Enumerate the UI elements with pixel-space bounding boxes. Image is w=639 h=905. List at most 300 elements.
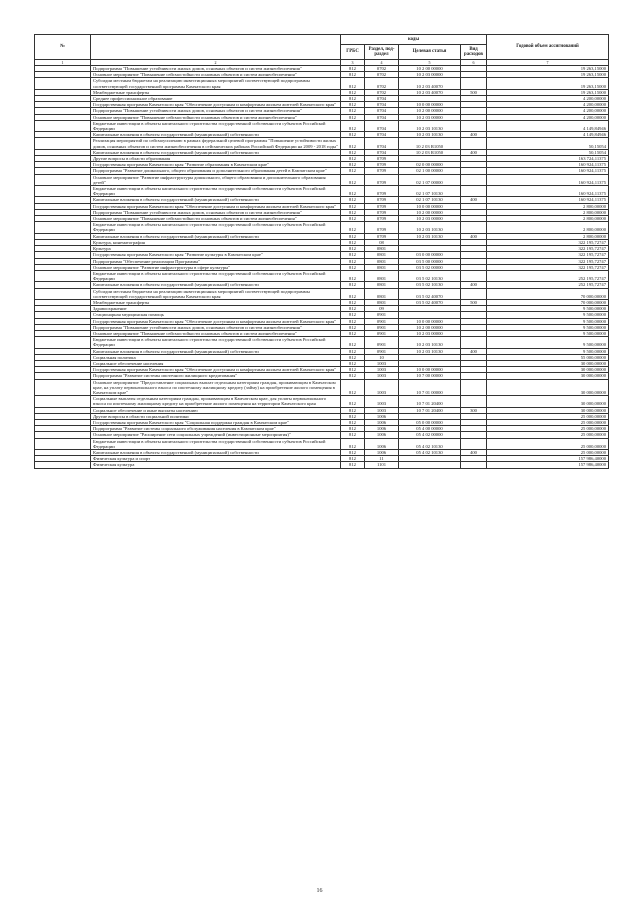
row-razdel-cell: 1101 <box>365 462 399 468</box>
row-grbs-cell: 812 <box>341 114 365 120</box>
row-name-cell: Культура, кинематография <box>91 239 341 245</box>
row-vid-cell: 400 <box>461 233 487 239</box>
row-sum-cell: 19 263,15000 <box>487 89 609 95</box>
row-razdel-cell: 0704 <box>365 149 399 155</box>
row-razdel-cell: 0704 <box>365 96 399 102</box>
row-grbs-cell: 812 <box>341 216 365 222</box>
row-razdel-cell: 0709 <box>365 233 399 239</box>
row-razdel-cell: 1006 <box>365 419 399 425</box>
row-razdel-cell: 0709 <box>365 197 399 203</box>
row-name-cell: Подпрограмма "Развитие системы ипотечного жилищного кредитования" <box>91 373 341 379</box>
row-name-cell: Капитальные вложения в объекты государственной (муниципальной) собственности <box>91 149 341 155</box>
row-razdel-cell: 0709 <box>365 168 399 174</box>
row-tsel-cell: 10 7 01 00000 <box>399 379 461 396</box>
row-name-cell: Другие вопросы в области образования <box>91 156 341 162</box>
column-index: 4 <box>365 60 399 66</box>
row-num-cell <box>35 438 91 449</box>
row-name-cell: Бюджетные инвестиции в объекты капитального строительства государственной собственности субъектов Российской Федерации <box>91 438 341 449</box>
row-sum-cell: 4 200,00000 <box>487 108 609 114</box>
row-razdel-cell: 0702 <box>365 78 399 89</box>
row-grbs-cell: 812 <box>341 318 365 324</box>
row-name-cell: Культура <box>91 246 341 252</box>
row-vid-cell <box>461 337 487 348</box>
row-name-cell: Основное мероприятие "Развитие инфраструктуры в сфере культуры" <box>91 264 341 270</box>
row-sum-cell: 252 195,72747 <box>487 270 609 281</box>
row-sum-cell: 30 000,00000 <box>487 367 609 373</box>
row-razdel-cell: 0709 <box>365 162 399 168</box>
row-razdel-cell: 1006 <box>365 432 399 438</box>
row-name-cell: Государственная программа Камчатского края "Обеспечение доступным и комфортным жильем жителей Камчатского края" <box>91 203 341 209</box>
row-sum-cell: 30 000,00000 <box>487 379 609 396</box>
row-grbs-cell: 812 <box>341 89 365 95</box>
row-razdel-cell: 0704 <box>365 114 399 120</box>
row-grbs-cell: 812 <box>341 102 365 108</box>
row-vid-cell <box>461 186 487 197</box>
row-razdel-cell: 0704 <box>365 132 399 138</box>
row-tsel-cell: 10 2 03 10130 <box>399 120 461 131</box>
header-name <box>91 35 341 60</box>
row-razdel-cell: 0901 <box>365 348 399 354</box>
row-grbs-cell: 812 <box>341 306 365 312</box>
row-grbs-cell: 812 <box>341 373 365 379</box>
row-num-cell <box>35 337 91 348</box>
row-razdel-cell: 0709 <box>365 203 399 209</box>
row-grbs-cell: 812 <box>341 132 365 138</box>
header-razdel: Раздел, под-раздел <box>365 45 399 60</box>
table-body <box>35 66 609 469</box>
row-name-cell: Основное мероприятие "Развитие инфраструктуры дошкольного, общего образования и дополнительного образования детей" <box>91 174 341 185</box>
row-sum-cell: 2 800,00000 <box>487 222 609 233</box>
row-name-cell: Государственная программа Камчатского края "Развитие культуры в Камчатском крае" <box>91 252 341 258</box>
row-sum-cell: 19 263,15000 <box>487 66 609 72</box>
row-razdel-cell: 0704 <box>365 108 399 114</box>
row-tsel-cell: 10 2 03 00000 <box>399 114 461 120</box>
row-name-cell: Бюджетные инвестиции в объекты капитального строительства государственной собственности субъектов Российской Федерации <box>91 186 341 197</box>
row-sum-cell: 25 000,00000 <box>487 413 609 419</box>
row-grbs-cell: 812 <box>341 360 365 366</box>
row-razdel-cell: 0901 <box>365 330 399 336</box>
row-name-cell: Подпрограмма "Повышение устойчивости жилых домов, основных объектов и систем жизнеобеспечения" <box>91 324 341 330</box>
row-grbs-cell: 812 <box>341 168 365 174</box>
row-grbs-cell: 812 <box>341 209 365 215</box>
row-sum-cell: 9 500,00000 <box>487 312 609 318</box>
row-name-cell: Капитальные вложения в объекты государственной (муниципальной) собственности <box>91 282 341 288</box>
row-tsel-cell: 10 2 03 10130 <box>399 348 461 354</box>
row-num-cell <box>35 270 91 281</box>
row-name-cell: Капитальные вложения в объекты государственной (муниципальной) собственности <box>91 132 341 138</box>
row-tsel-cell: 10 0 00 00000 <box>399 203 461 209</box>
row-razdel-cell: 1003 <box>365 379 399 396</box>
row-name-cell: Основное мероприятие "Предоставление социальных выплат отдельным категориям граждан, проживающим в Камчатском крае, на уплату первоначального взноса по ипотечному жилищному кредиту (займу) на приобретение жилого помещения в Камчатском крае" <box>91 379 341 396</box>
row-sum-cell: 9 500,00000 <box>487 330 609 336</box>
row-razdel-cell: 0702 <box>365 72 399 78</box>
row-num-cell <box>35 288 91 299</box>
row-grbs-cell: 812 <box>341 78 365 89</box>
row-name-cell: Субсидии местным бюджетам на реализацию инвестиционных мероприятий соответствующей подпрограммы соответствующей государственной программы Камчатского края <box>91 288 341 299</box>
row-sum-cell: 322 195,72747 <box>487 264 609 270</box>
row-grbs-cell: 812 <box>341 288 365 299</box>
table-row <box>35 337 609 348</box>
row-razdel-cell: 11 <box>365 456 399 462</box>
row-grbs-cell: 812 <box>341 252 365 258</box>
row-name-cell: Реализация мероприятий по сейсмоусилению в рамках федеральной целевой программы "Повышение устойчивости жилых домов, основных объектов и систем жизнеобеспечения в сейсмических районах Российской Федерации на 2009 - 2018 годы" <box>91 138 341 149</box>
row-name-cell: Капитальные вложения в объекты государственной (муниципальной) собственности <box>91 197 341 203</box>
row-vid-cell <box>461 438 487 449</box>
row-sum-cell: 4 200,00000 <box>487 114 609 120</box>
row-sum-cell: 160 924,11375 <box>487 186 609 197</box>
row-vid-cell: 400 <box>461 132 487 138</box>
row-sum-cell: 9 500,00000 <box>487 337 609 348</box>
row-grbs-cell: 812 <box>341 438 365 449</box>
row-grbs-cell: 812 <box>341 462 365 468</box>
column-index: 5 <box>399 60 461 66</box>
row-tsel-cell: 10 0 00 00000 <box>399 367 461 373</box>
row-name-cell: Подпрограмма "Повышение устойчивости жилых домов, основных объектов и систем жизнеобеспечения" <box>91 209 341 215</box>
row-sum-cell: 30 000,00000 <box>487 407 609 413</box>
row-name-cell: Подпрограмма "Развитие системы социального обслуживания населения в Камчатском крае" <box>91 426 341 432</box>
row-sum-cell: 70 000,00000 <box>487 299 609 305</box>
row-razdel-cell: 0901 <box>365 324 399 330</box>
row-razdel-cell: 1006 <box>365 426 399 432</box>
row-name-cell: Государственная программа Камчатского края "Обеспечение доступным и комфортным жильем жителей Камчатского края" <box>91 318 341 324</box>
row-sum-cell: 160 924,11375 <box>487 197 609 203</box>
row-grbs-cell: 812 <box>341 246 365 252</box>
row-sum-cell: 25 000,00000 <box>487 432 609 438</box>
row-sum-cell: 25 000,00000 <box>487 426 609 432</box>
row-tsel-cell: 10 2 03 10130 <box>399 337 461 348</box>
row-grbs-cell: 812 <box>341 222 365 233</box>
row-sum-cell: 252 195,72747 <box>487 282 609 288</box>
header-tsel: Целевая статья <box>399 45 461 60</box>
row-grbs-cell: 812 <box>341 330 365 336</box>
row-tsel-cell: 03 5 00 00000 <box>399 258 461 264</box>
row-razdel-cell: 0702 <box>365 89 399 95</box>
row-sum-cell: 9 500,00000 <box>487 348 609 354</box>
row-grbs-cell: 812 <box>341 312 365 318</box>
row-tsel-cell: 02 1 00 00000 <box>399 168 461 174</box>
row-razdel-cell: 0801 <box>365 246 399 252</box>
table-row <box>35 186 609 197</box>
row-name-cell: Государственная программа Камчатского края "Обеспечение доступным и комфортным жильем жителей Камчатского края" <box>91 102 341 108</box>
row-tsel-cell: 10 2 03 R1050 <box>399 138 461 149</box>
row-grbs-cell: 812 <box>341 379 365 396</box>
row-tsel-cell: 05 4 00 00000 <box>399 426 461 432</box>
row-grbs-cell: 812 <box>341 337 365 348</box>
table-row <box>35 78 609 89</box>
row-grbs-cell: 812 <box>341 354 365 360</box>
row-grbs-cell: 812 <box>341 407 365 413</box>
row-vid-cell <box>461 270 487 281</box>
column-index: 6 <box>461 60 487 66</box>
row-vid-cell <box>461 222 487 233</box>
row-vid-cell: 400 <box>461 450 487 456</box>
row-sum-cell: 2 800,00000 <box>487 209 609 215</box>
row-grbs-cell: 812 <box>341 186 365 197</box>
row-sum-cell: 19 263,15000 <box>487 72 609 78</box>
row-name-cell: Подпрограмма "Развитие дошкольного, общего образования и дополнительного образования детей в Камчатском крае" <box>91 168 341 174</box>
row-grbs-cell: 812 <box>341 120 365 131</box>
row-grbs-cell: 812 <box>341 264 365 270</box>
row-grbs-cell: 812 <box>341 239 365 245</box>
row-name-cell: Бюджетные инвестиции в объекты капитального строительства государственной собственности субъектов Российской Федерации <box>91 222 341 233</box>
row-tsel-cell: 10 0 00 00000 <box>399 318 461 324</box>
row-razdel-cell: 0709 <box>365 186 399 197</box>
column-index: 7 <box>487 60 609 66</box>
row-name-cell: Субсидии местным бюджетам на реализацию инвестиционных мероприятий соответствующей подпрограммы соответствующей государственной программы Камчатского края <box>91 78 341 89</box>
row-razdel-cell: 1006 <box>365 413 399 419</box>
row-sum-cell: 160 924,11375 <box>487 162 609 168</box>
row-grbs-cell: 812 <box>341 396 365 407</box>
row-name-cell: Капитальные вложения в объекты государственной (муниципальной) собственности <box>91 450 341 456</box>
row-sum-cell: 25 000,00000 <box>487 450 609 456</box>
row-sum-cell: 4 149,84946 <box>487 132 609 138</box>
row-grbs-cell: 812 <box>341 174 365 185</box>
row-name-cell: Основное мероприятие "Повышение сейсмостойкости основных объектов и систем жизнеобеспечения" <box>91 72 341 78</box>
row-sum-cell: 4 200,00000 <box>487 102 609 108</box>
row-razdel-cell: 0801 <box>365 258 399 264</box>
row-grbs-cell: 812 <box>341 96 365 102</box>
row-name-cell: Основное мероприятие "Повышение сейсмостойкости основных объектов и систем жизнеобеспечения" <box>91 114 341 120</box>
row-razdel-cell: 1003 <box>365 396 399 407</box>
row-tsel-cell: 05 4 02 10130 <box>399 450 461 456</box>
row-name-cell: Другие вопросы в области социальной политики <box>91 413 341 419</box>
row-sum-cell: 30 000,00000 <box>487 396 609 407</box>
row-tsel-cell: 10 7 01 20400 <box>399 396 461 407</box>
row-name-cell: Основное мероприятие "Повышение сейсмостойкости основных объектов и систем жизнеобеспечения" <box>91 216 341 222</box>
row-vid-cell <box>461 138 487 149</box>
row-tsel-cell: 02 1 07 00000 <box>399 174 461 185</box>
row-razdel-cell: 0901 <box>365 337 399 348</box>
row-vid-cell <box>461 288 487 299</box>
row-tsel-cell: 10 7 00 00000 <box>399 373 461 379</box>
row-grbs-cell: 812 <box>341 432 365 438</box>
row-name-cell: Здравоохранение <box>91 306 341 312</box>
row-razdel-cell: 0704 <box>365 120 399 131</box>
row-sum-cell: 4 149,84946 <box>487 120 609 131</box>
row-tsel-cell: 03 5 02 00000 <box>399 264 461 270</box>
table-row <box>35 462 609 468</box>
header-sum: Годовой объем ассигнований <box>487 35 609 60</box>
row-name-cell: Социальная политика <box>91 354 341 360</box>
row-vid-cell: 500 <box>461 89 487 95</box>
row-razdel-cell: 0709 <box>365 156 399 162</box>
table-row <box>35 396 609 407</box>
row-razdel-cell: 1003 <box>365 367 399 373</box>
row-grbs-cell: 812 <box>341 108 365 114</box>
row-sum-cell: 4 200,00000 <box>487 96 609 102</box>
row-tsel-cell: 10 2 03 10130 <box>399 233 461 239</box>
row-grbs-cell: 812 <box>341 419 365 425</box>
row-vid-cell: 400 <box>461 348 487 354</box>
row-razdel-cell: 0901 <box>365 312 399 318</box>
row-vid-cell: 400 <box>461 197 487 203</box>
row-razdel-cell: 0801 <box>365 264 399 270</box>
row-grbs-cell: 812 <box>341 72 365 78</box>
row-sum-cell: 2 800,00000 <box>487 216 609 222</box>
row-razdel-cell: 1003 <box>365 360 399 366</box>
row-sum-cell: 157 986,40000 <box>487 456 609 462</box>
row-tsel-cell: 03 0 00 00000 <box>399 252 461 258</box>
row-sum-cell: 322 195,72747 <box>487 239 609 245</box>
row-name-cell: Государственная программа Камчатского края "Социальная поддержка граждан в Камчатском крае" <box>91 419 341 425</box>
row-name-cell: Бюджетные инвестиции в объекты капитального строительства государственной собственности субъектов Российской Федерации <box>91 337 341 348</box>
page-number: 16 <box>316 888 323 894</box>
row-sum-cell: 9 500,00000 <box>487 318 609 324</box>
row-num-cell <box>35 78 91 89</box>
row-razdel-cell: 0709 <box>365 222 399 233</box>
row-grbs-cell: 812 <box>341 367 365 373</box>
row-tsel-cell: 10 2 03 00000 <box>399 216 461 222</box>
row-sum-cell: 160 924,11375 <box>487 174 609 185</box>
row-grbs-cell: 812 <box>341 233 365 239</box>
row-tsel-cell: 10 2 00 00000 <box>399 66 461 72</box>
row-tsel-cell: 05 0 00 00000 <box>399 419 461 425</box>
row-vid-cell: 300 <box>461 407 487 413</box>
row-sum-cell: 9 500,00000 <box>487 324 609 330</box>
column-index: 3 <box>341 60 365 66</box>
row-name-cell: Социальное обеспечение населения <box>91 360 341 366</box>
row-sum-cell: 50,15054 <box>487 138 609 149</box>
row-grbs-cell: 812 <box>341 66 365 72</box>
row-sum-cell: 55 000,00000 <box>487 354 609 360</box>
row-name-cell: Подпрограмма "Повышение устойчивости жилых домов, основных объектов и систем жизнеобеспечения" <box>91 66 341 72</box>
row-razdel-cell: 0801 <box>365 288 399 299</box>
row-grbs-cell: 812 <box>341 426 365 432</box>
row-name-cell: Капитальные вложения в объекты государственной (муниципальной) собственности <box>91 348 341 354</box>
row-grbs-cell: 812 <box>341 258 365 264</box>
row-num-cell <box>35 222 91 233</box>
row-sum-cell: 70 000,00000 <box>487 288 609 299</box>
row-razdel-cell: 0709 <box>365 209 399 215</box>
row-tsel-cell: 05 4 02 00000 <box>399 432 461 438</box>
row-razdel-cell: 1006 <box>365 438 399 449</box>
row-tsel-cell: 03 5 02 40070 <box>399 299 461 305</box>
row-sum-cell: 322 195,72747 <box>487 252 609 258</box>
row-tsel-cell: 10 2 03 00000 <box>399 72 461 78</box>
row-razdel-cell: 0901 <box>365 318 399 324</box>
row-tsel-cell: 05 4 02 10130 <box>399 438 461 449</box>
row-razdel-cell: 08 <box>365 239 399 245</box>
header-grbs: ГРБС <box>341 45 365 60</box>
column-index: 1 <box>35 60 91 66</box>
budget-table <box>34 34 609 469</box>
row-sum-cell: 19 263,15000 <box>487 78 609 89</box>
row-name-cell: Капитальные вложения в объекты государственной (муниципальной) собственности <box>91 233 341 239</box>
row-vid-cell <box>461 120 487 131</box>
row-tsel-cell: 10 2 03 40070 <box>399 78 461 89</box>
row-vid-cell: 500 <box>461 299 487 305</box>
row-name-cell: Государственная программа Камчатского края "Развитие образования в Камчатском крае" <box>91 162 341 168</box>
row-razdel-cell: 09 <box>365 306 399 312</box>
row-vid-cell <box>461 78 487 89</box>
row-razdel-cell: 0709 <box>365 216 399 222</box>
row-grbs-cell: 812 <box>341 203 365 209</box>
row-grbs-cell: 812 <box>341 450 365 456</box>
row-tsel-cell: 03 5 02 10130 <box>399 270 461 281</box>
row-tsel-cell: 10 7 01 20400 <box>399 407 461 413</box>
row-grbs-cell: 812 <box>341 299 365 305</box>
row-razdel-cell: 0702 <box>365 66 399 72</box>
table-row <box>35 288 609 299</box>
row-razdel-cell: 0801 <box>365 252 399 258</box>
table-row <box>35 138 609 149</box>
row-razdel-cell: 1003 <box>365 407 399 413</box>
row-name-cell: Стационарная медицинская помощь <box>91 312 341 318</box>
row-name-cell: Основное мероприятие "Повышение сейсмостойкости основных объектов и систем жизнеобеспечения" <box>91 330 341 336</box>
row-grbs-cell: 812 <box>341 149 365 155</box>
header-num: № <box>35 35 91 60</box>
row-grbs-cell: 812 <box>341 162 365 168</box>
row-grbs-cell: 812 <box>341 282 365 288</box>
row-sum-cell: 322 195,72747 <box>487 246 609 252</box>
row-razdel-cell: 1003 <box>365 373 399 379</box>
row-razdel-cell: 10 <box>365 354 399 360</box>
row-num-cell <box>35 379 91 396</box>
row-tsel-cell: 03 5 02 40070 <box>399 288 461 299</box>
row-name-cell: Бюджетные инвестиции в объекты капитального строительства государственной собственности субъектов Российской Федерации <box>91 270 341 281</box>
row-tsel-cell: 02 1 07 10130 <box>399 186 461 197</box>
row-tsel-cell: 10 0 00 00000 <box>399 102 461 108</box>
row-num-cell <box>35 186 91 197</box>
row-name-cell: Социальные выплаты отдельным категориям граждан, проживающим в Камчатском крае, для уплаты первоначального взноса по ипотечному жилищному кредиту на приобретение жилого помещения на территории Камчатского края <box>91 396 341 407</box>
table-row <box>35 222 609 233</box>
row-name-cell: Физическая культура и спорт <box>91 456 341 462</box>
row-vid-cell: 400 <box>461 282 487 288</box>
row-sum-cell: 25 000,00000 <box>487 438 609 449</box>
row-vid-cell <box>461 174 487 185</box>
row-tsel-cell: 03 5 02 10130 <box>399 282 461 288</box>
row-sum-cell: 157 986,40000 <box>487 462 609 468</box>
row-vid-cell: 400 <box>461 149 487 155</box>
row-tsel-cell: 10 2 03 00000 <box>399 330 461 336</box>
row-vid-cell <box>461 462 487 468</box>
row-name-cell: Подпрограмма "Повышение устойчивости жилых домов, основных объектов и систем жизнеобеспечения" <box>91 108 341 114</box>
row-razdel-cell: 0709 <box>365 174 399 185</box>
row-grbs-cell: 812 <box>341 156 365 162</box>
row-vid-cell <box>461 396 487 407</box>
row-sum-cell: 30 000,00000 <box>487 373 609 379</box>
column-index: 2 <box>91 60 341 66</box>
table-row <box>35 379 609 396</box>
row-grbs-cell: 812 <box>341 348 365 354</box>
row-sum-cell: 30 000,00000 <box>487 360 609 366</box>
row-name-cell: Основное мероприятие "Расширение сети социальных учреждений (инвестиционные мероприятия)" <box>91 432 341 438</box>
row-tsel-cell: 10 2 03 R1050 <box>399 149 461 155</box>
row-sum-cell: 2 800,00000 <box>487 203 609 209</box>
row-tsel-cell: 10 2 00 00000 <box>399 324 461 330</box>
row-razdel-cell: 0704 <box>365 102 399 108</box>
row-razdel-cell: 0801 <box>365 299 399 305</box>
row-tsel-cell: 10 2 03 40070 <box>399 89 461 95</box>
table-row <box>35 120 609 131</box>
budget-sheet <box>34 34 608 469</box>
row-razdel-cell: 0704 <box>365 138 399 149</box>
row-tsel-cell <box>399 462 461 468</box>
row-tsel-cell: 02 1 07 10130 <box>399 197 461 203</box>
row-name-cell: Среднее профессиональное образование <box>91 96 341 102</box>
row-grbs-cell: 812 <box>341 324 365 330</box>
row-tsel-cell: 02 0 00 00000 <box>399 162 461 168</box>
row-grbs-cell: 812 <box>341 456 365 462</box>
row-razdel-cell: 0801 <box>365 282 399 288</box>
row-grbs-cell: 812 <box>341 270 365 281</box>
row-name-cell: Государственная программа Камчатского края "Обеспечение доступным и комфортным жильем жителей Камчатского края" <box>91 367 341 373</box>
row-razdel-cell: 0801 <box>365 270 399 281</box>
row-grbs-cell: 812 <box>341 413 365 419</box>
row-sum-cell: 160 924,11375 <box>487 168 609 174</box>
row-num-cell <box>35 396 91 407</box>
row-name-cell: Бюджетные инвестиции в объекты капитального строительства государственной собственности субъектов Российской Федерации <box>91 120 341 131</box>
